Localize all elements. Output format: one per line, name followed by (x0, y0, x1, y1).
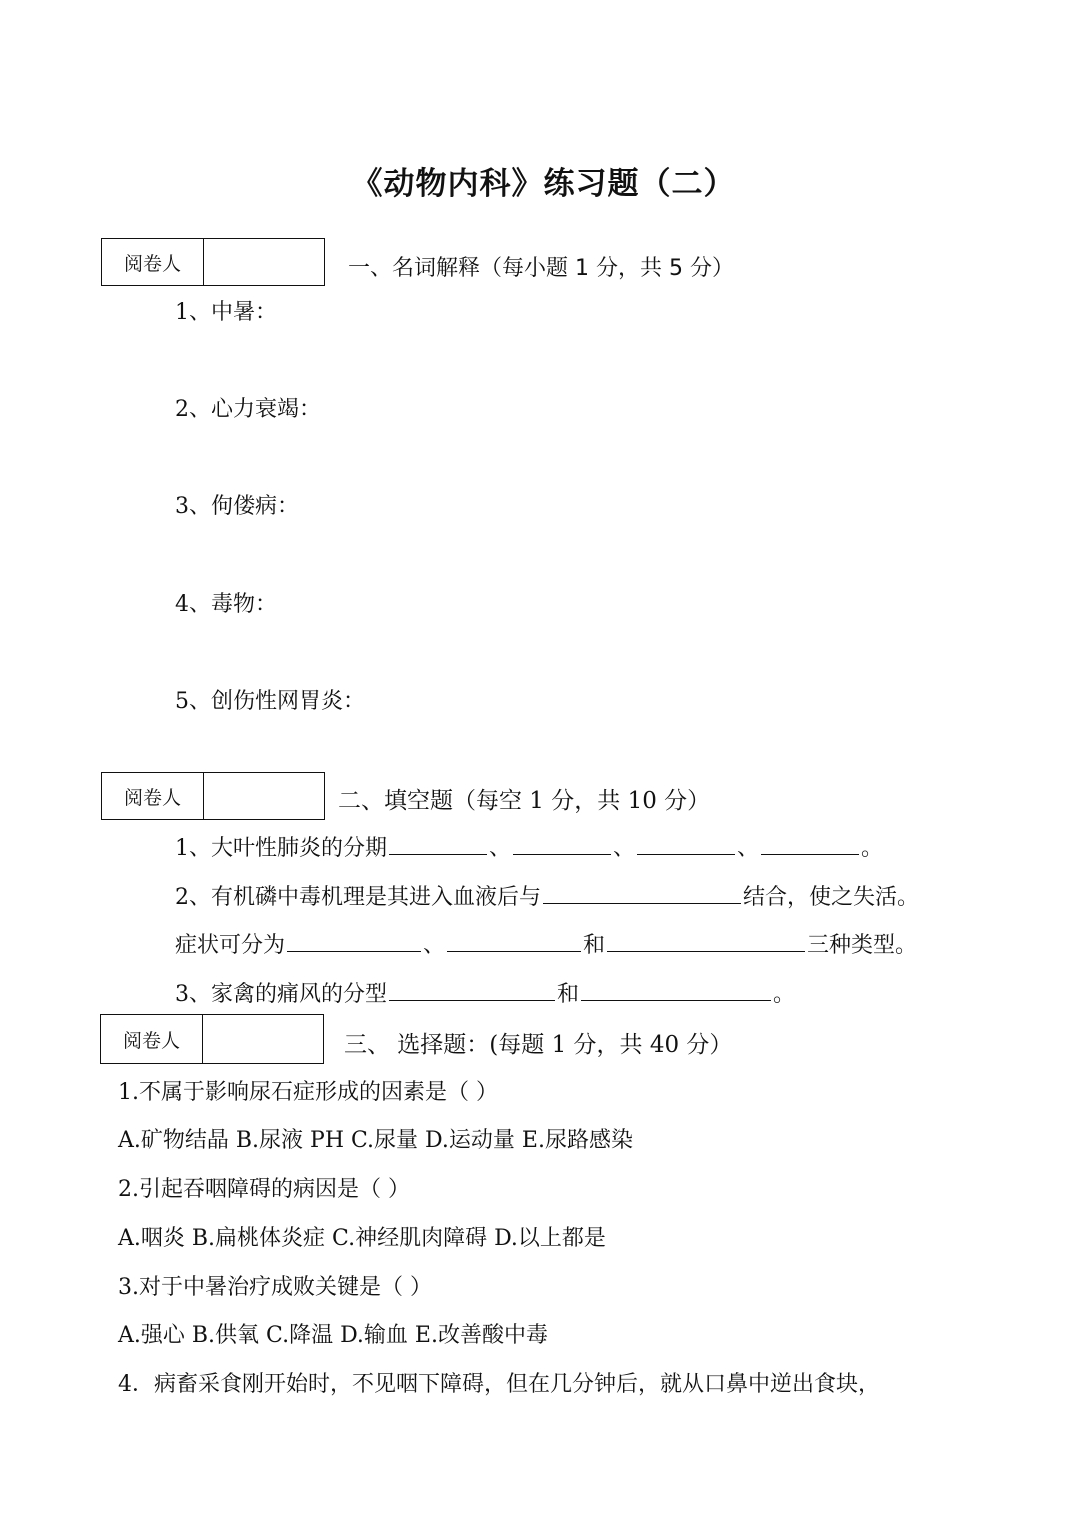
fill-question-2-continued (175, 928, 917, 959)
grader-label: 阅卷人 (101, 1015, 203, 1063)
section-3-heading: 三、 选择题：(每题 1 分，共 40 分） (344, 1032, 733, 1058)
grader-box-2 (101, 772, 325, 820)
page-title: 《动物内科》练习题（二） (351, 166, 736, 202)
answer-blank[interactable] (513, 832, 611, 855)
term-item: 5、创伤性网胃炎： (175, 689, 365, 714)
choice-question: 4．病畜采食刚开始时，不见咽下障碍，但在几分钟后，就从口鼻中逆出食块， (118, 1372, 880, 1397)
period: 。 (773, 982, 796, 1007)
question-text: 3、家禽的痛风的分型 (175, 982, 387, 1007)
separator: 、 (737, 836, 760, 861)
answer-blank[interactable] (607, 929, 805, 952)
separator: 、 (489, 836, 512, 861)
answer-blank[interactable] (543, 881, 741, 904)
question-text: 2、有机磷中毒机理是其进入血液后与 (175, 885, 541, 910)
question-text: 三种类型。 (807, 933, 918, 958)
question-text: 结合，使之失活。 (743, 885, 920, 910)
fill-question-2 (175, 880, 919, 911)
answer-blank[interactable] (637, 832, 735, 855)
choice-question: 3.对于中暑治疗成败关键是（ ） (118, 1275, 432, 1300)
grader-box-3 (100, 1014, 324, 1064)
answer-blank[interactable] (581, 978, 771, 1001)
term-item: 2、心力衰竭： (175, 397, 321, 422)
answer-blank[interactable] (389, 978, 555, 1001)
term-item: 1、中暑： (175, 300, 277, 325)
grader-label: 阅卷人 (102, 773, 204, 819)
period: 。 (861, 836, 884, 861)
grader-score-field[interactable] (204, 239, 324, 285)
section-2-heading: 二、填空题（每空 1 分，共 10 分） (338, 788, 711, 814)
choice-options: A.强心 B.供氧 C.降温 D.输血 E.改善酸中毒 (118, 1323, 548, 1348)
separator: 、 (613, 836, 636, 861)
question-text: 症状可分为 (175, 933, 286, 958)
question-text: 和 (583, 933, 606, 958)
fill-question-3 (175, 977, 795, 1008)
answer-blank[interactable] (287, 929, 421, 952)
grader-score-field[interactable] (204, 773, 324, 819)
separator: 、 (423, 933, 446, 958)
grader-score-field[interactable] (203, 1015, 323, 1063)
term-item: 3、佝偻病： (175, 494, 299, 519)
question-text: 1、大叶性肺炎的分期 (175, 836, 387, 861)
choice-options: A.矿物结晶 B.尿液 PH C.尿量 D.运动量 E.尿路感染 (118, 1128, 633, 1153)
fill-question-1 (175, 831, 883, 862)
answer-blank[interactable] (447, 929, 581, 952)
grader-label: 阅卷人 (102, 239, 204, 285)
choice-question: 1.不属于影响尿石症形成的因素是（ ） (118, 1080, 498, 1105)
answer-blank[interactable] (389, 832, 487, 855)
choice-options: A.咽炎 B.扁桃体炎症 C.神经肌肉障碍 D.以上都是 (118, 1226, 606, 1251)
answer-blank[interactable] (761, 832, 859, 855)
section-1-heading: 一、名词解释（每小题 1 分，共 5 分） (348, 256, 734, 281)
question-text: 和 (557, 982, 580, 1007)
choice-question: 2.引起吞咽障碍的病因是（ ） (118, 1177, 410, 1202)
term-item: 4、毒物： (175, 592, 277, 617)
grader-box-1 (101, 238, 325, 286)
